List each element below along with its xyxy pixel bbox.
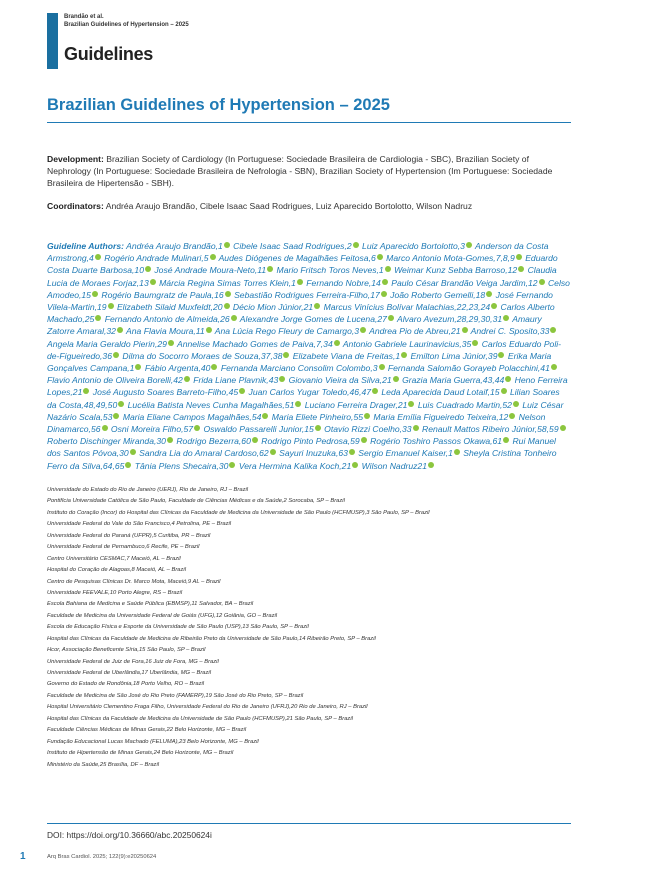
orcid-icon[interactable] bbox=[206, 327, 212, 333]
affiliations-list bbox=[47, 485, 577, 771]
orcid-icon[interactable] bbox=[503, 437, 509, 443]
orcid-icon[interactable] bbox=[454, 449, 460, 455]
author-name: Sandra Lia do Amaral Cardoso,62 bbox=[139, 448, 269, 459]
affiliation-item: Universidade do Estado do Rio de Janeiro (UERJ), Rio de Janeiro, RJ – Brazil bbox=[47, 487, 249, 493]
author-name: Heno Ferreira Lopes,21 bbox=[47, 375, 568, 398]
orcid-icon[interactable] bbox=[113, 352, 119, 358]
affiliation-item: Fundação Educacional Lucas Machado (FELUMA),23 Belo Horizonte, MG – Brazil bbox=[47, 738, 259, 745]
affiliation-item: Ministério da Saúde,25 Brasília, DF – Brazil bbox=[47, 761, 160, 768]
author-name: Tânia Plens Shecaira,30 bbox=[134, 460, 229, 471]
orcid-icon[interactable] bbox=[381, 291, 387, 297]
orcid-icon[interactable] bbox=[108, 303, 114, 309]
orcid-icon[interactable] bbox=[334, 340, 340, 346]
author-name: Fábio Argenta,40 bbox=[144, 363, 211, 374]
orcid-icon[interactable] bbox=[539, 279, 545, 285]
author-name: Flavio Antonio de Oliveira Borelli,42 bbox=[47, 375, 183, 386]
header-accent-bar bbox=[47, 13, 58, 69]
author-name: Alvaro Avezum,28,29,30,31 bbox=[397, 314, 503, 325]
author-name: Rodrigo Bezerra,60 bbox=[176, 436, 251, 447]
orcid-icon[interactable] bbox=[283, 352, 289, 358]
doi-link[interactable]: DOI: https://doi.org/10.36660/abc.20250624i bbox=[47, 830, 212, 840]
author-name: Maria Emília Figueiredo Teixeira,12 bbox=[373, 411, 509, 422]
orcid-icon[interactable] bbox=[270, 449, 276, 455]
author-name: Sergio Emanuel Kaiser,1 bbox=[358, 448, 453, 459]
author-name: Mario Fritsch Toros Neves,1 bbox=[276, 265, 384, 276]
orcid-icon[interactable] bbox=[135, 364, 141, 370]
author-name: Grazia Maria Guerra,43,44 bbox=[402, 375, 505, 386]
affiliation-item: Universidade Federal de Uberlândia,17 Uberlândia, MG – Brazil bbox=[47, 670, 212, 676]
orcid-icon[interactable] bbox=[130, 449, 136, 455]
author-name: Amaury Zatorre Amaral,32 bbox=[47, 314, 542, 337]
author-name: Rodrigo Pinto Pedrosa,59 bbox=[261, 436, 360, 447]
author-name: Ana Lúcia Rego Fleury de Camargo,3 bbox=[214, 326, 360, 337]
author-name: Ana Flavia Moura,11 bbox=[126, 326, 205, 337]
author-name: Maria Eliete Pinheiro,55 bbox=[271, 411, 364, 422]
affiliation-item: Universidade Federal de Pernambuco,6 Recife, PE – Brazil bbox=[47, 544, 200, 551]
author-name: Audes Diógenes de Magalhães Feitosa,6 bbox=[218, 253, 376, 264]
orcid-icon[interactable] bbox=[184, 376, 190, 382]
running-header-title: Brazilian Guidelines of Hypertension – 2025 bbox=[64, 21, 189, 28]
orcid-icon[interactable] bbox=[262, 413, 268, 419]
orcid-icon[interactable] bbox=[231, 315, 237, 321]
orcid-icon[interactable] bbox=[360, 327, 366, 333]
author-name: Osni Moreira Filho,57 bbox=[110, 424, 194, 435]
author-name: Andrei C. Sposito,33 bbox=[470, 326, 550, 337]
orcid-icon[interactable] bbox=[95, 315, 101, 321]
author-name: Andrea Pio de Abreu,21 bbox=[369, 326, 461, 337]
author-name: Sayuri Inuzuka,63 bbox=[279, 448, 348, 459]
orcid-icon[interactable] bbox=[472, 340, 478, 346]
author-name: João Roberto Gemelli,18 bbox=[390, 289, 486, 300]
orcid-icon[interactable] bbox=[513, 401, 519, 407]
orcid-icon[interactable] bbox=[211, 364, 217, 370]
guideline-authors bbox=[47, 240, 571, 472]
orcid-icon[interactable] bbox=[113, 413, 119, 419]
orcid-icon[interactable] bbox=[462, 327, 468, 333]
orcid-icon[interactable] bbox=[279, 376, 285, 382]
orcid-icon[interactable] bbox=[117, 327, 123, 333]
orcid-icon[interactable] bbox=[466, 242, 472, 248]
development-label: Development: bbox=[47, 154, 104, 164]
author-name: Andréa Araujo Brandão,1 bbox=[126, 241, 223, 251]
author-name: Dilma do Socorro Moraes de Souza,37,38 bbox=[122, 350, 283, 361]
page-number: 1 bbox=[20, 851, 26, 862]
coordinators-text: Andréa Araujo Brandão, Cibele Isaac Saad Rodrigues, Luiz Aparecido Bortolotto, Wilson Nadruz bbox=[105, 201, 473, 211]
author-name: Eduardo Costa Duarte Barbosa,10 bbox=[47, 253, 558, 276]
title-divider bbox=[47, 122, 571, 123]
author-name: Paulo César Brandão Veiga Jardim,12 bbox=[391, 277, 538, 288]
orcid-icon[interactable] bbox=[167, 437, 173, 443]
affiliation-item: Faculdade de Medicina de São José do Rio Preto (FAMERP),19 São José do Rio Preto, SP – Brazil bbox=[47, 692, 304, 699]
author-name: Márcia Regina Simas Torres Klein,1 bbox=[159, 277, 296, 288]
affiliation-item: Hospital das Clínicas da Faculdade de Medicina da Universidade de São Paulo (HCFMUSP),21 São Paulo, SP – Brazil bbox=[47, 715, 353, 722]
orcid-icon[interactable] bbox=[377, 254, 383, 260]
affiliation-item: Hcor, Associação Beneficente Síria,15 São Paulo, SP – Brazil bbox=[47, 647, 206, 654]
author-name: Oswaldo Passarelli Junior,15 bbox=[203, 424, 314, 435]
author-name: Lucélia Batista Neves Cunha Magalhães,51 bbox=[127, 399, 295, 410]
orcid-icon[interactable] bbox=[503, 315, 509, 321]
orcid-icon[interactable] bbox=[364, 413, 370, 419]
orcid-icon[interactable] bbox=[229, 462, 235, 468]
affiliation-item: Instituto do Coração (Incor) do Hospital das Clínicas da Faculdade de Medicina da Universidade de São Paulo (HCFMUSP),3 São Paulo, SP – Brazil bbox=[47, 509, 430, 516]
orcid-icon[interactable] bbox=[83, 388, 89, 394]
author-name: Maria Eliane Campos Magalhães,54 bbox=[122, 411, 262, 422]
orcid-icon[interactable] bbox=[315, 425, 321, 431]
author-name: Décio Mion Júnior,21 bbox=[232, 302, 314, 313]
orcid-icon[interactable] bbox=[401, 352, 407, 358]
author-name: José Fernando Vilela-Martin,19 bbox=[47, 289, 553, 313]
orcid-icon[interactable] bbox=[560, 425, 566, 431]
author-name: Luiz César Nazário Scala,53 bbox=[47, 399, 564, 422]
orcid-icon[interactable] bbox=[102, 425, 108, 431]
orcid-icon[interactable] bbox=[210, 254, 216, 260]
author-name: Roberto Dischinger Miranda,30 bbox=[47, 436, 166, 447]
orcid-icon[interactable] bbox=[224, 242, 230, 248]
orcid-icon[interactable] bbox=[239, 388, 245, 394]
orcid-icon[interactable] bbox=[505, 376, 511, 382]
author-name: Vera Hermina Kalika Koch,21 bbox=[238, 460, 352, 471]
affiliation-item: Faculdade Ciências Médicas de Minas Gerais,22 Belo Horizonte, MG – Brazil bbox=[47, 727, 247, 734]
author-name: Weimar Kunz Sebba Barroso,12 bbox=[394, 265, 518, 276]
orcid-icon[interactable] bbox=[314, 303, 320, 309]
author-name: Marcus Vinícius Bolívar Malachias,22,23,24 bbox=[323, 302, 491, 313]
affiliation-item: Universidade Federal de Juiz de Fora,16 Juiz de Fora, MG – Brazil bbox=[47, 658, 219, 665]
author-name: Rogério Toshiro Passos Okawa,61 bbox=[370, 436, 503, 447]
author-name: Otavio Rizzi Coelho,33 bbox=[324, 424, 412, 435]
guideline-authors-label: Guideline Authors: bbox=[47, 241, 125, 251]
affiliation-item: Hospital Universitário Clementino Fraga Filho, Universidade Federal do Rio de Janeiro (UFRJ),20 Rio de Janeiro, RJ – Brazil bbox=[47, 704, 368, 711]
author-name: Antonio Gabriele Laurinavicius,35 bbox=[342, 338, 472, 349]
author-name: Fernando Antonio de Almeida,26 bbox=[104, 314, 230, 325]
orcid-icon[interactable] bbox=[516, 254, 522, 260]
orcid-icon[interactable] bbox=[382, 279, 388, 285]
orcid-icon[interactable] bbox=[224, 303, 230, 309]
affiliation-item: Instituto de Hipertensão de Minas Gerais,24 Belo Horizonte, MG – Brazil bbox=[47, 750, 234, 757]
author-name: Juan Carlos Yugar Toledo,46,47 bbox=[248, 387, 372, 398]
section-label: Guidelines bbox=[64, 44, 154, 64]
orcid-icon[interactable] bbox=[393, 376, 399, 382]
orcid-icon[interactable] bbox=[118, 401, 124, 407]
author-name: Lilian Soares da Costa,48,49,50 bbox=[47, 387, 560, 410]
orcid-icon[interactable] bbox=[518, 266, 524, 272]
affiliation-item: Governo do Estado de Rondônia,18 Porto Velho, RO – Brazil bbox=[47, 681, 205, 688]
affiliation-item: Universidade Federal do Vale do São Francisco,4 Petrolina, PE – Brazil bbox=[47, 521, 232, 528]
author-name: Emilton Lima Júnior,39 bbox=[410, 350, 498, 361]
orcid-icon[interactable] bbox=[95, 254, 101, 260]
author-name: Giovanio Vieira da Silva,21 bbox=[288, 375, 392, 386]
author-name: Marco Antonio Mota-Gomes,7,8,9 bbox=[386, 253, 515, 264]
orcid-icon[interactable] bbox=[385, 266, 391, 272]
affiliation-item: Universidade FEEVALE,10 Porto Alegre, RS – Brazil bbox=[47, 589, 183, 596]
author-name: Cibele Isaac Saad Rodrigues,2 bbox=[233, 241, 352, 251]
orcid-icon[interactable] bbox=[408, 401, 414, 407]
author-name: Luiz Aparecido Bortolotto,3 bbox=[362, 241, 465, 251]
doi-divider bbox=[47, 823, 571, 824]
running-header-authors: Brandão et al. bbox=[64, 14, 104, 20]
orcid-icon[interactable] bbox=[379, 364, 385, 370]
orcid-icon[interactable] bbox=[145, 266, 151, 272]
orcid-icon[interactable] bbox=[267, 266, 273, 272]
author-name: José Andrade Moura-Neto,11 bbox=[154, 265, 267, 276]
orcid-icon[interactable] bbox=[428, 462, 434, 468]
orcid-icon[interactable] bbox=[491, 303, 497, 309]
orcid-icon[interactable] bbox=[550, 327, 556, 333]
affiliation-item: Pontifícia Universidade Católica de São Paulo, Faculdade de Ciências Médicas e da Saúde,2 Sorocaba, SP – Brazil bbox=[47, 498, 345, 505]
orcid-icon[interactable] bbox=[352, 462, 358, 468]
author-name: Luciano Ferreira Drager,21 bbox=[304, 399, 408, 410]
affiliation-item: Universidade Federal do Paraná (UFPR),5 Curitiba, PR – Brazil bbox=[47, 532, 211, 539]
author-name: Wilson Nadruz21 bbox=[361, 460, 427, 471]
author-name: Sheyla Cristina Tonheiro Ferro da Silva,64,65 bbox=[47, 448, 557, 471]
orcid-icon[interactable] bbox=[252, 437, 258, 443]
author-name: Rogério Baumgratz de Paula,16 bbox=[101, 289, 224, 300]
running-header bbox=[64, 14, 189, 29]
orcid-icon[interactable] bbox=[125, 462, 131, 468]
orcid-icon[interactable] bbox=[551, 364, 557, 370]
orcid-icon[interactable] bbox=[509, 413, 515, 419]
author-name: José Augusto Soares Barreto-Filho,45 bbox=[92, 387, 239, 398]
author-name: Fernando Nobre,14 bbox=[306, 277, 381, 288]
author-name: Celso Amodeo,15 bbox=[47, 277, 570, 300]
author-name: Annelise Machado Gomes de Paiva,7,34 bbox=[176, 338, 333, 349]
author-name: Carlos Eduardo Poli-de-Figueiredo,36 bbox=[47, 338, 562, 361]
author-name: Luis Cuadrado Martin,52 bbox=[417, 399, 512, 410]
author-name: Frida Liane Plavnik,43 bbox=[193, 375, 279, 386]
orcid-icon[interactable] bbox=[388, 315, 394, 321]
author-name: Sebastião Rodrigues Ferreira-Filho,17 bbox=[234, 289, 380, 300]
affiliation-item: Hospital das Clínicas da Faculdade de Medicina de Ribeirão Preto da Universidade de São Paulo,14 Ribeirão Preto, SP – Brazil bbox=[47, 635, 376, 642]
affiliation-item: Escola Bahiana de Medicina e Saúde Pública (EBMSP),11 Salvador, BA – Brazil bbox=[47, 601, 254, 608]
orcid-icon[interactable] bbox=[225, 291, 231, 297]
orcid-icon[interactable] bbox=[486, 291, 492, 297]
orcid-icon[interactable] bbox=[353, 242, 359, 248]
author-name: Erika Maria Gonçalves Campana,1 bbox=[47, 350, 552, 374]
author-name: Alexandre Jorge Gomes de Lucena,27 bbox=[239, 314, 387, 325]
orcid-icon[interactable] bbox=[349, 449, 355, 455]
orcid-icon[interactable] bbox=[501, 388, 507, 394]
author-name: Nelson Dinamarco,56 bbox=[47, 411, 546, 435]
orcid-icon[interactable] bbox=[150, 279, 156, 285]
author-name: Fernanda Marciano Consolim Colombo,3 bbox=[220, 363, 378, 374]
orcid-icon[interactable] bbox=[498, 352, 504, 358]
orcid-icon[interactable] bbox=[194, 425, 200, 431]
author-name: Fernanda Salomão Gorayeb Polacchini,41 bbox=[387, 363, 550, 374]
orcid-icon[interactable] bbox=[295, 401, 301, 407]
author-name: Rui Manuel dos Santos Póvoa,30 bbox=[47, 436, 556, 459]
author-name: Rogério Andrade Mulinari,5 bbox=[104, 253, 209, 264]
author-name: Claudia Lucia de Moraes Forjaz,13 bbox=[47, 265, 557, 288]
affiliation-item: Centro de Pesquisas Clínicas Dr. Marco Mota, Maceió,9 AL – Brazil bbox=[47, 578, 221, 585]
author-name: Elizabete Viana de Freitas,1 bbox=[292, 350, 401, 361]
development-paragraph bbox=[47, 153, 571, 190]
affiliation-item: Centro Universitário CESMAC,7 Maceió, AL – Brazil bbox=[47, 555, 181, 562]
affiliation-item: Hospital do Coração de Alagoas,8 Maceió, AL – Brazil bbox=[47, 567, 186, 574]
author-name: Angela Maria Geraldo Pierin,29 bbox=[47, 338, 167, 349]
affiliation-item: Escola de Educação Física e Esporte da Universidade de São Paulo (USP),13 São Paulo, SP – Brazil bbox=[47, 624, 309, 631]
author-name: Renault Mattos Ribeiro Júnior,58,59 bbox=[421, 424, 559, 435]
coordinators-label: Coordinators: bbox=[47, 201, 104, 211]
development-text: Brazilian Society of Cardiology (In Portuguese: Sociedade Brasileira de Cardiologia - SBC), Brazilian Society of Nephrology (In Portuguese: Sociedade Brasileira de Nefrologia - SBN), Brazilian Society of Hypertension (Im Portuguese: Sociedade Brasileira de Hipertensão - SBH). bbox=[47, 154, 553, 189]
orcid-icon[interactable] bbox=[168, 340, 174, 346]
author-name: Anderson da Costa Armstrong,4 bbox=[47, 241, 549, 264]
orcid-icon[interactable] bbox=[413, 425, 419, 431]
coordinators-paragraph bbox=[47, 200, 571, 212]
author-name: Carlos Alberto Machado,25 bbox=[47, 302, 555, 325]
orcid-icon[interactable] bbox=[297, 279, 303, 285]
article-title: Brazilian Guidelines of Hypertension – 2025 bbox=[47, 96, 390, 114]
journal-reference: Arq Bras Cardiol. 2025; 122(9):e20250624 bbox=[47, 854, 157, 860]
affiliation-item: Faculdade de Medicina da Universidade Federal de Goiás (UFG),12 Goiânia, GO – Brazil bbox=[47, 612, 278, 619]
author-name: Leda Aparecida Daud Lotaif,15 bbox=[381, 387, 500, 398]
orcid-icon[interactable] bbox=[361, 437, 367, 443]
orcid-icon[interactable] bbox=[92, 291, 98, 297]
author-name: Elizabeth Silaid Muxfeldt,20 bbox=[116, 302, 223, 313]
orcid-icon[interactable] bbox=[372, 388, 378, 394]
